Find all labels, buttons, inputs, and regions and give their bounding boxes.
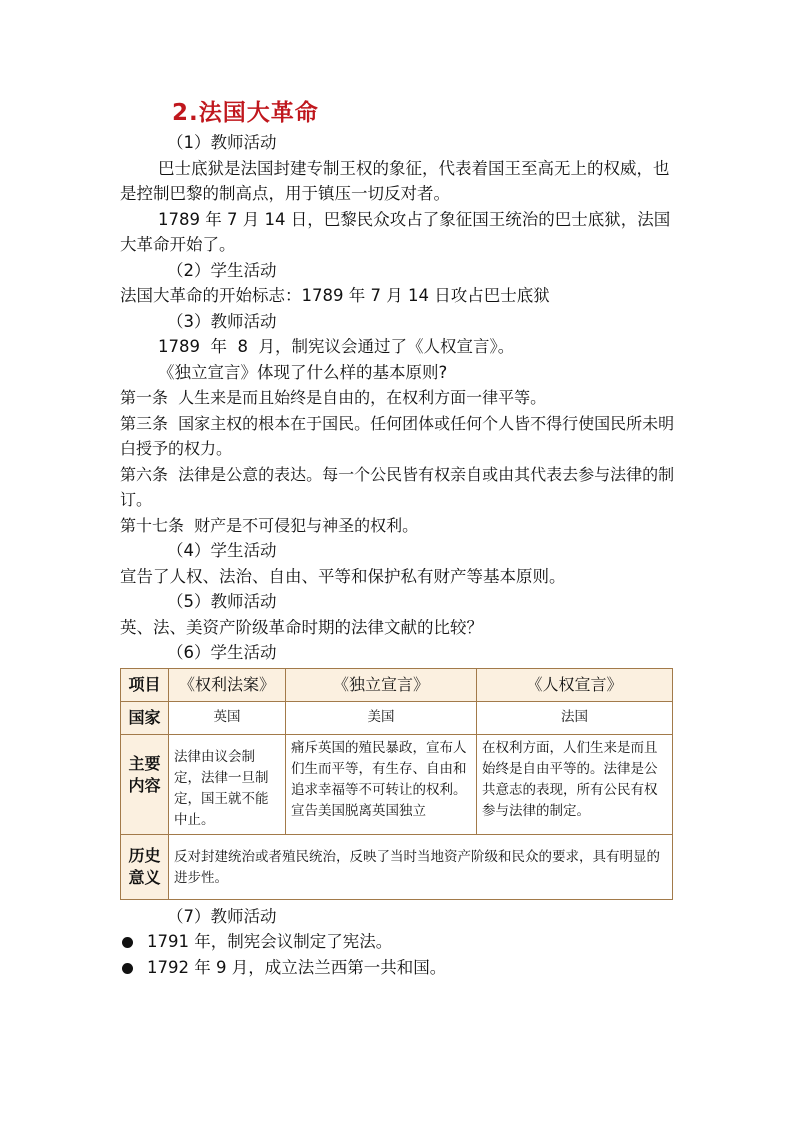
paragraph-comparison-question: 英、法、美资产阶级革命时期的法律文献的比较？ <box>120 617 483 637</box>
table-cell: 美国 <box>286 701 477 734</box>
bullet-icon <box>122 937 133 948</box>
table-header-cell: 《权利法案》 <box>169 668 286 701</box>
table-cell: 痛斥英国的殖民暴政，宣布人们生而平等，有生存、自由和追求幸福等不可转让的权利。宣告美国脱离英国独立 <box>286 734 477 834</box>
table-header-cell: 《独立宣言》 <box>286 668 477 701</box>
table-row <box>121 734 673 834</box>
paragraph-principles: 宣告了人权、法治、自由、平等和保护私有财产等基本原则。 <box>120 566 566 586</box>
row-label: 历史意义 <box>121 834 169 899</box>
subheading-2: （2）学生活动 <box>167 260 277 280</box>
subheading-1: （1）教师活动 <box>167 133 277 152</box>
table-cell: 法国 <box>477 701 673 734</box>
row-label: 主要内容 <box>121 734 169 834</box>
document-page <box>120 96 675 981</box>
paragraph-declaration: 1789 年 8 月，制宪议会通过了《人权宣言》。 <box>158 337 515 356</box>
table-cell: 在权利方面，人们生来是而且始终是自由平等的。法律是公共意志的表现，所有公民有权参与法律的制定。 <box>477 734 673 834</box>
row-label: 国家 <box>121 701 169 734</box>
article-6: 第六条 法律是公意的表达。每一个公民皆有权亲自或由其代表去参与法律的制订。 <box>120 464 675 509</box>
list-item-text: 1792 年 9 月，成立法兰西第一共和国。 <box>147 958 447 977</box>
table-cell: 英国 <box>169 701 286 734</box>
subheading-3: （3）教师活动 <box>167 311 277 331</box>
subheading-4: （4）学生活动 <box>167 541 277 560</box>
list-item <box>122 955 675 981</box>
list-item-text: 1791 年，制宪会议制定了宪法。 <box>147 932 393 951</box>
list-item <box>122 929 675 955</box>
bullet-icon <box>122 963 133 974</box>
table-header-row <box>121 668 673 701</box>
subheading-6: （6）学生活动 <box>167 643 277 662</box>
comparison-table <box>120 668 673 900</box>
table-header-cell: 《人权宣言》 <box>477 668 673 701</box>
paragraph-storming: 1789 年 7 月 14 日，巴黎民众攻占了象征国王统治的巴士底狱，法国大革命开始了。 <box>120 209 671 254</box>
table-row <box>121 701 673 734</box>
table-row <box>121 834 673 899</box>
article-1: 第一条 人生来是而且始终是自由的，在权利方面一律平等。 <box>120 388 547 407</box>
paragraph-start-sign: 法国大革命的开始标志：1789 年 7 月 14 日攻占巴士底狱 <box>120 286 550 305</box>
article-17: 第十七条 财产是不可侵犯与神圣的权利。 <box>120 515 419 535</box>
table-cell: 反对封建统治或者殖民统治，反映了当时当地资产阶级和民众的要求，具有明显的进步性。 <box>169 834 673 899</box>
paragraph-question: 《独立宣言》体现了什么样的基本原则? <box>158 362 448 382</box>
paragraph-bastille: 巴士底狱是法国封建专制王权的象征，代表着国王至高无上的权威，也是控制巴黎的制高点，用于镇压一切反对者。 <box>120 158 670 203</box>
section-title: 2.法国大革命 <box>172 100 319 126</box>
subheading-5: （5）教师活动 <box>167 592 277 611</box>
table-cell: 法律由议会制定，法律一旦制定，国王就不能中止。 <box>169 734 286 834</box>
subheading-7: （7）教师活动 <box>167 906 277 926</box>
article-3: 第三条 国家主权的根本在于国民。任何团体或任何个人皆不得行使国民所未明白授予的权力。 <box>120 413 675 458</box>
table-header-cell: 项目 <box>121 668 169 701</box>
